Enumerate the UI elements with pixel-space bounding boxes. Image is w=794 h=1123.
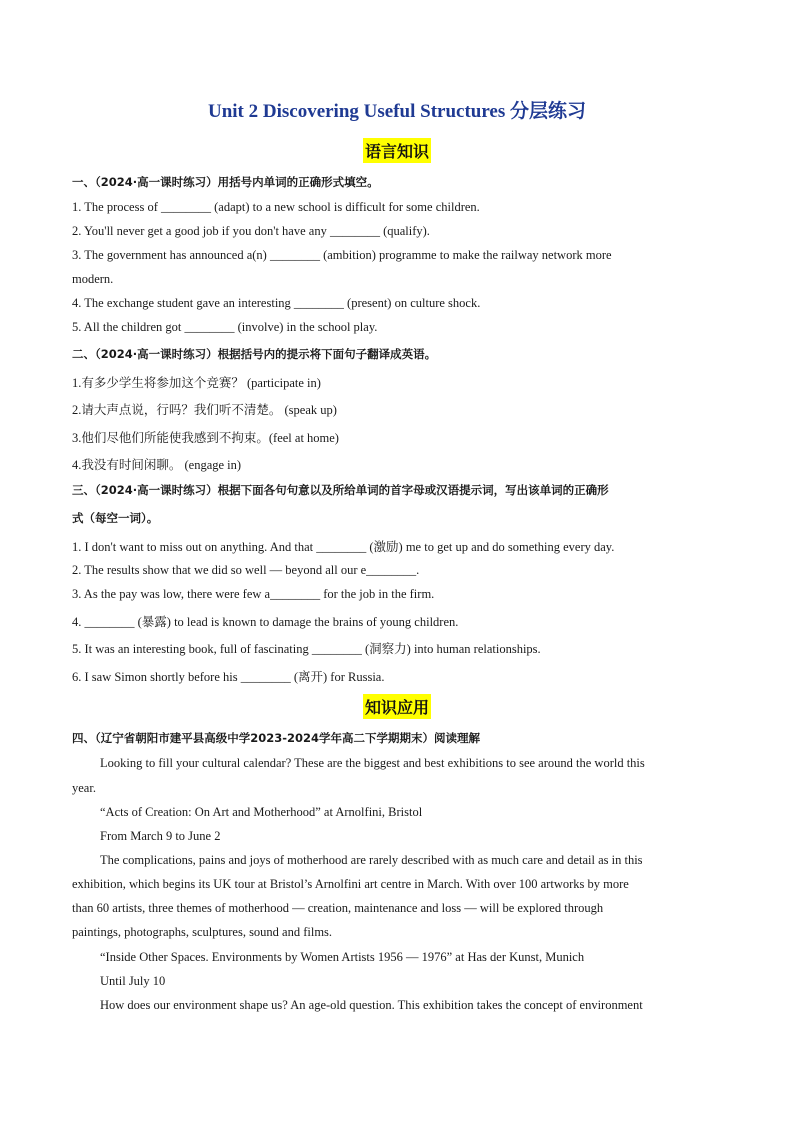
part1-item: 1. The process of ________ (adapt) to a new school is difficult for some children.: [72, 200, 480, 214]
exhibition-2-title: “Inside Other Spaces. Environments by Women Artists 1956 — 1976” at Has der Kunst, Munich: [100, 950, 585, 964]
part1-heading: 一、（2024·高一课时练习）用括号内单词的正确形式填空。: [72, 175, 379, 189]
part2-heading: 二、（2024·高一课时练习）根据括号内的提示将下面句子翻译成英语。: [72, 347, 437, 361]
part1-item: 5. All the children got ________ (involve) in the school play.: [72, 320, 378, 334]
part4-heading: 四、（辽宁省朝阳市建平县高级中学2023-2024学年高二下学期期末）阅读理解: [72, 731, 481, 745]
exhibition-2-date: Until July 10: [100, 974, 166, 988]
part2-item: 2.请大声点说，行吗？我们听不清楚。 (speak up): [72, 403, 337, 417]
exhibition-1-body: The complications, pains and joys of motherhood are rarely described with as much care and detail as in this: [100, 853, 643, 867]
part3-item: 5. It was an interesting book, full of fascinating ________ (洞察力) into human relationships.: [72, 642, 541, 656]
passage-intro: Looking to fill your cultural calendar? These are the biggest and best exhibitions to see around the world this: [100, 756, 645, 770]
passage-intro-continuation: year.: [72, 781, 96, 795]
part3-item: 4. ________ (暴露) to lead is known to damage the brains of young children.: [72, 615, 459, 629]
exhibition-1-title: “Acts of Creation: On Art and Motherhood” at Arnolfini, Bristol: [100, 805, 423, 819]
part3-heading: 三、（2024·高一课时练习）根据下面各句句意以及所给单词的首字母或汉语提示词，写出该单词的正确形: [72, 483, 609, 497]
part3-item: 1. I don't want to miss out on anything. And that ________ (激励) me to get up and do something every day.: [72, 540, 615, 554]
page-title: Unit 2 Discovering Useful Structures 分层练习: [207, 101, 587, 122]
section-heading-application: 知识应用: [0, 694, 794, 719]
exhibition-2-body: How does our environment shape us? An age-old question. This exhibition takes the concept of environment: [100, 998, 643, 1012]
part1-item-continuation: modern.: [72, 272, 114, 286]
part3-item: 3. As the pay was low, there were few a________ for the job in the firm.: [72, 587, 435, 601]
part2-item: 1.有多少学生将参加这个竞赛？ (participate in): [72, 376, 321, 390]
part3-item: 2. The results show that we did so well — beyond all our e________.: [72, 563, 420, 577]
part3-item: 6. I saw Simon shortly before his ________ (离开) for Russia.: [72, 670, 385, 684]
part1-item: 4. The exchange student gave an interesting ________ (present) on culture shock.: [72, 296, 481, 310]
exhibition-1-body: exhibition, which begins its UK tour at Bristol’s Arnolfini art centre in March. With over 100 artworks by more: [72, 877, 629, 891]
section-heading-language: 语言知识: [0, 138, 794, 163]
part1-item: 2. You'll never get a good job if you don't have any ________ (qualify).: [72, 224, 430, 238]
exhibition-1-body: paintings, photographs, sculptures, sound and films.: [72, 925, 333, 939]
part2-item: 3.他们尽他们所能使我感到不拘束。(feel at home): [72, 431, 339, 445]
part1-item: 3. The government has announced a(n) ________ (ambition) programme to make the railway network more: [72, 248, 612, 262]
part3-heading-continuation: 式（每空一词）。: [72, 511, 159, 525]
exhibition-1-date: From March 9 to June 2: [100, 829, 221, 843]
part2-item: 4.我没有时间闲聊。 (engage in): [72, 458, 242, 472]
exhibition-1-body: than 60 artists, three themes of motherhood — creation, maintenance and loss — will be explored through: [72, 901, 604, 915]
